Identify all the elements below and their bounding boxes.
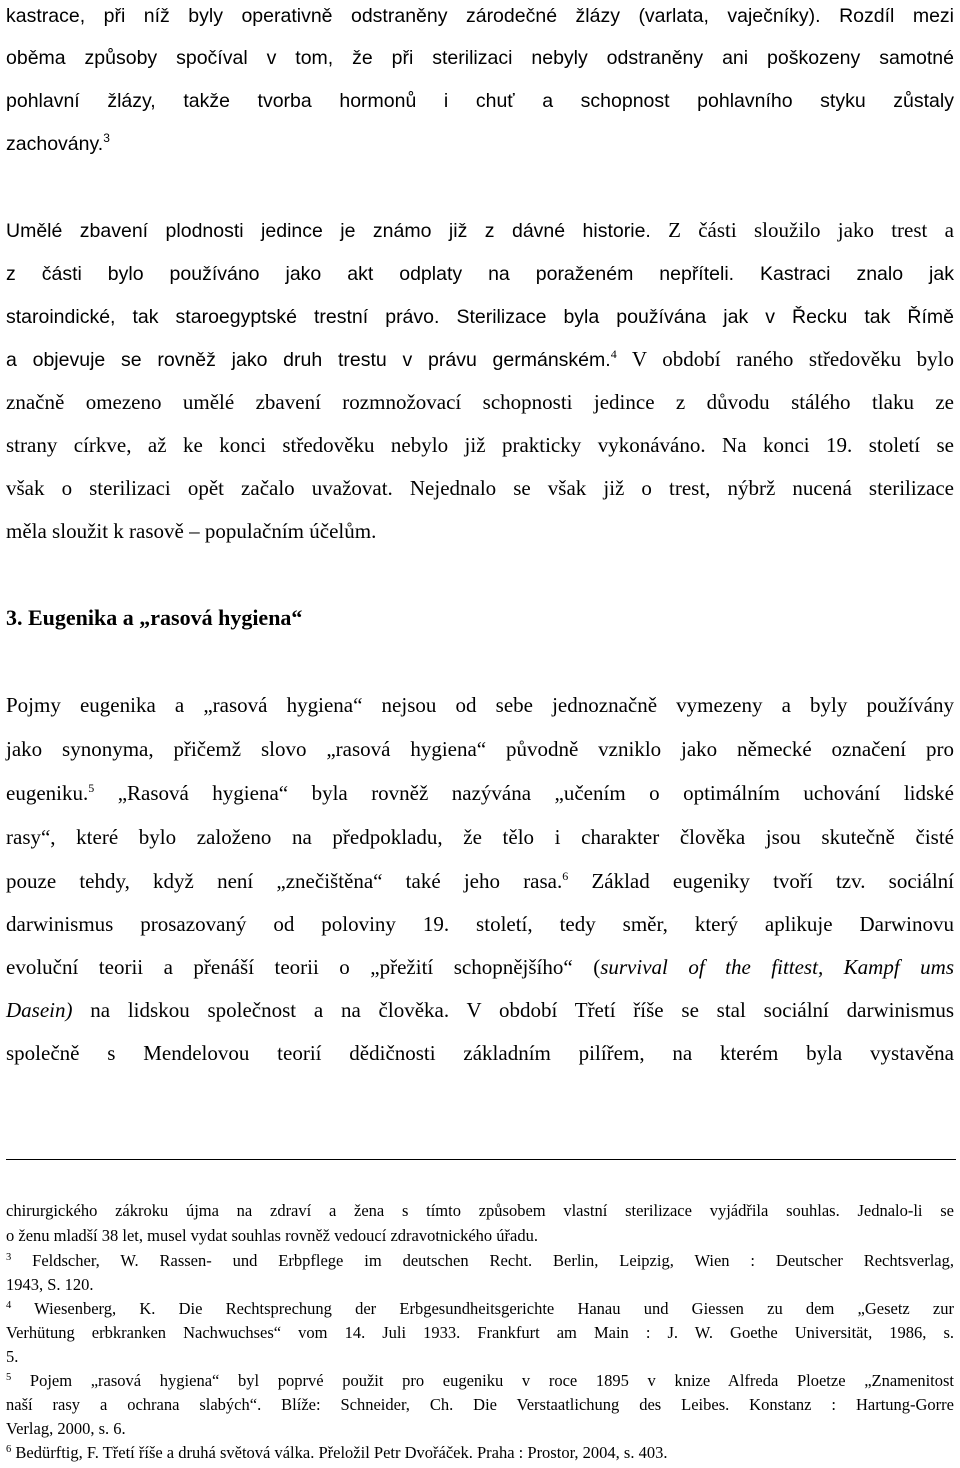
paragraph-2-line-5: značně omezeno umělé zbavení rozmnožovací schopnosti jedince z důvodu stálého tlaku ze [6,390,954,414]
footnote-number-5: 5 [6,1372,12,1383]
footnote-number-6: 6 [6,1444,12,1455]
section-heading: 3. Eugenika a „rasová hygiena“ [6,605,303,630]
text-run: „Rasová hygiena“ byla rovněž nazývána „učením o optimálním uchování lidské [94,781,954,805]
italic-text: survival of the fittest, Kampf ums [600,955,954,979]
text-run: Wiesenberg, K. Die Rechtsprechung der Erbgesundheitsgerichte Hanau und Giessen zu dem „Gesetz zur [11,1299,954,1318]
paragraph-2-line-6: strany církve, až ke konci středověku nebylo již prakticky vykonáváno. Na konci 19. století se [6,433,954,457]
paragraph-3-line-2: jako synonyma, přičemž slovo „rasová hygiena“ původně vzniklo jako německé označení pro [6,737,954,761]
text-run: zachovány. [6,133,104,155]
footnote-ref-4: 4 [610,347,617,361]
paragraph-3-line-3 [6,780,954,806]
text-run: pouze tehdy, když není „znečištěna“ také jeho rasa. [6,869,563,893]
text-run: Pojem „rasová hygiena“ byl poprvé použit pro eugeniku v roce 1895 v knize Alfreda Ploetze „Znamenitost [11,1371,954,1390]
paragraph-3-line-8 [6,997,954,1023]
footnote-ref-5: 5 [88,781,95,795]
footnote-3-line-1 [6,1251,954,1271]
footnote-4-line-3: 5. [6,1347,19,1366]
footnote-6-line-1 [6,1443,954,1463]
paragraph-3-line-5 [6,868,954,894]
footnote-ref-6: 6 [562,869,569,883]
paragraph-1-line-2: oběma způsoby spočíval v tom, že při sterilizaci nebyly odstraněny ani poškozeny samotné [6,47,954,69]
text-run: Umělé zbavení plodnosti jedince je známo již z dávné historie. [6,220,651,242]
paragraph-2-line-4 [6,346,954,373]
paragraph-2-line-7 [6,475,954,501]
footnote-number-3: 3 [6,1252,12,1263]
text-run: Sterilizace byla používána jak v Řecku tak Římě [439,306,954,328]
footnote-4-line-1 [6,1299,954,1319]
paragraph-1-line-3: pohlavní žlázy, takže tvorba hormonů i chuť a schopnost pohlavního styku zůstaly [6,90,954,112]
footnote-3-line-2: 1943, S. 120. [6,1275,94,1294]
text-run: na lidskou společnost a na člověka. V období Třetí říše se stal sociální darwinismus [72,998,954,1022]
text-run: Nejednalo se však již o trest, nýbrž nucená sterilizace [392,476,955,500]
paragraph-3-line-1: Pojmy eugenika a „rasová hygiena“ nejsou od sebe jednoznačně vymezeny a byly používány [6,693,954,717]
footnote-continuation-line-2: o ženu mladší 38 let, musel vydat souhlas rovněž vedoucí zdravotnického úřadu. [6,1226,538,1245]
paragraph-3-line-9: společně s Mendelovou teorií dědičnosti základním pilířem, na kterém byla vystavěna [6,1041,954,1065]
text-run: Kastraci znalo jak [734,263,954,285]
footnote-4-line-2: Verhütung erbkranken Nachwuchses“ vom 14. Juli 1933. Frankfurt am Main : J. W. Goethe Universität, 1986, s. [6,1323,954,1342]
paragraph-2-line-2 [6,260,954,287]
paragraph-2-line-1 [6,217,954,244]
text-run: však o sterilizaci opět začalo uvažovat. [6,476,393,500]
paragraph-1-line-4 [6,131,954,157]
paragraph-3-line-6: darwinismus prosazovaný od poloviny 19. století, tedy směr, který aplikuje Darwinovu [6,912,954,936]
footnote-continuation-line-1: chirurgického zákroku újma na zdraví a žena s tímto způsobem vlastní sterilizace vyjádřila souhlas. Jednalo-li se [6,1201,954,1220]
paragraph-1-line-1 [6,2,954,29]
text-run: V období raného středověku bylo [616,347,955,371]
footnote-number-4: 4 [6,1300,12,1311]
text-run: z části bylo používáno jako akt odplaty na poraženém nepříteli. [6,263,735,285]
footnote-separator [6,1159,956,1160]
paragraph-3-line-4: rasy“, které bylo založeno na předpokladu, že tělo i charakter člověka jsou skutečně čisté [6,825,954,849]
text-run: Rozdíl mezi [820,5,955,27]
footnote-5-line-2: naší rasy a ochrana slabých“. Blíže: Schneider, Ch. Die Verstaatlichung des Leibes. Konstanz : Hartung-Gorre [6,1395,954,1414]
footnote-5-line-3: Verlag, 2000, s. 6. [6,1419,126,1438]
paragraph-3-line-7 [6,954,954,980]
footnote-5-line-1 [6,1371,954,1391]
paragraph-2-line-3 [6,303,954,330]
text-run: kastrace, při níž byly operativně odstraněny zárodečné žlázy (varlata, vaječníky). [6,5,821,27]
text-run: Základ eugeniky tvoří tzv. sociální [568,869,954,893]
text-run: a objevuje se rovněž jako druh trestu v právu germánském. [6,349,611,371]
paragraph-2-line-8: měla sloužit k rasově – populačním účelům. [6,519,377,543]
italic-text: Dasein) [6,998,73,1022]
footnote-ref-3: 3 [103,131,110,145]
text-run: eugeniku. [6,781,89,805]
text-run: Z části sloužilo jako trest a [650,218,954,242]
text-run: staroindické, tak staroegyptské trestní právo. [6,306,440,328]
text-run: Feldscher, W. Rassen- und Erbpflege im deutschen Recht. Berlin, Leipzig, Wien : Deutscher Rechtsverlag, [11,1251,954,1270]
text-run: evoluční teorii a přenáší teorii o „přežití schopnějšího“ ( [6,955,601,979]
text-run: Bedürftig, F. Třetí říše a druhá světová válka. Přeložil Petr Dvořáček. Praha : Prostor, 2004, s. 403. [11,1443,668,1462]
